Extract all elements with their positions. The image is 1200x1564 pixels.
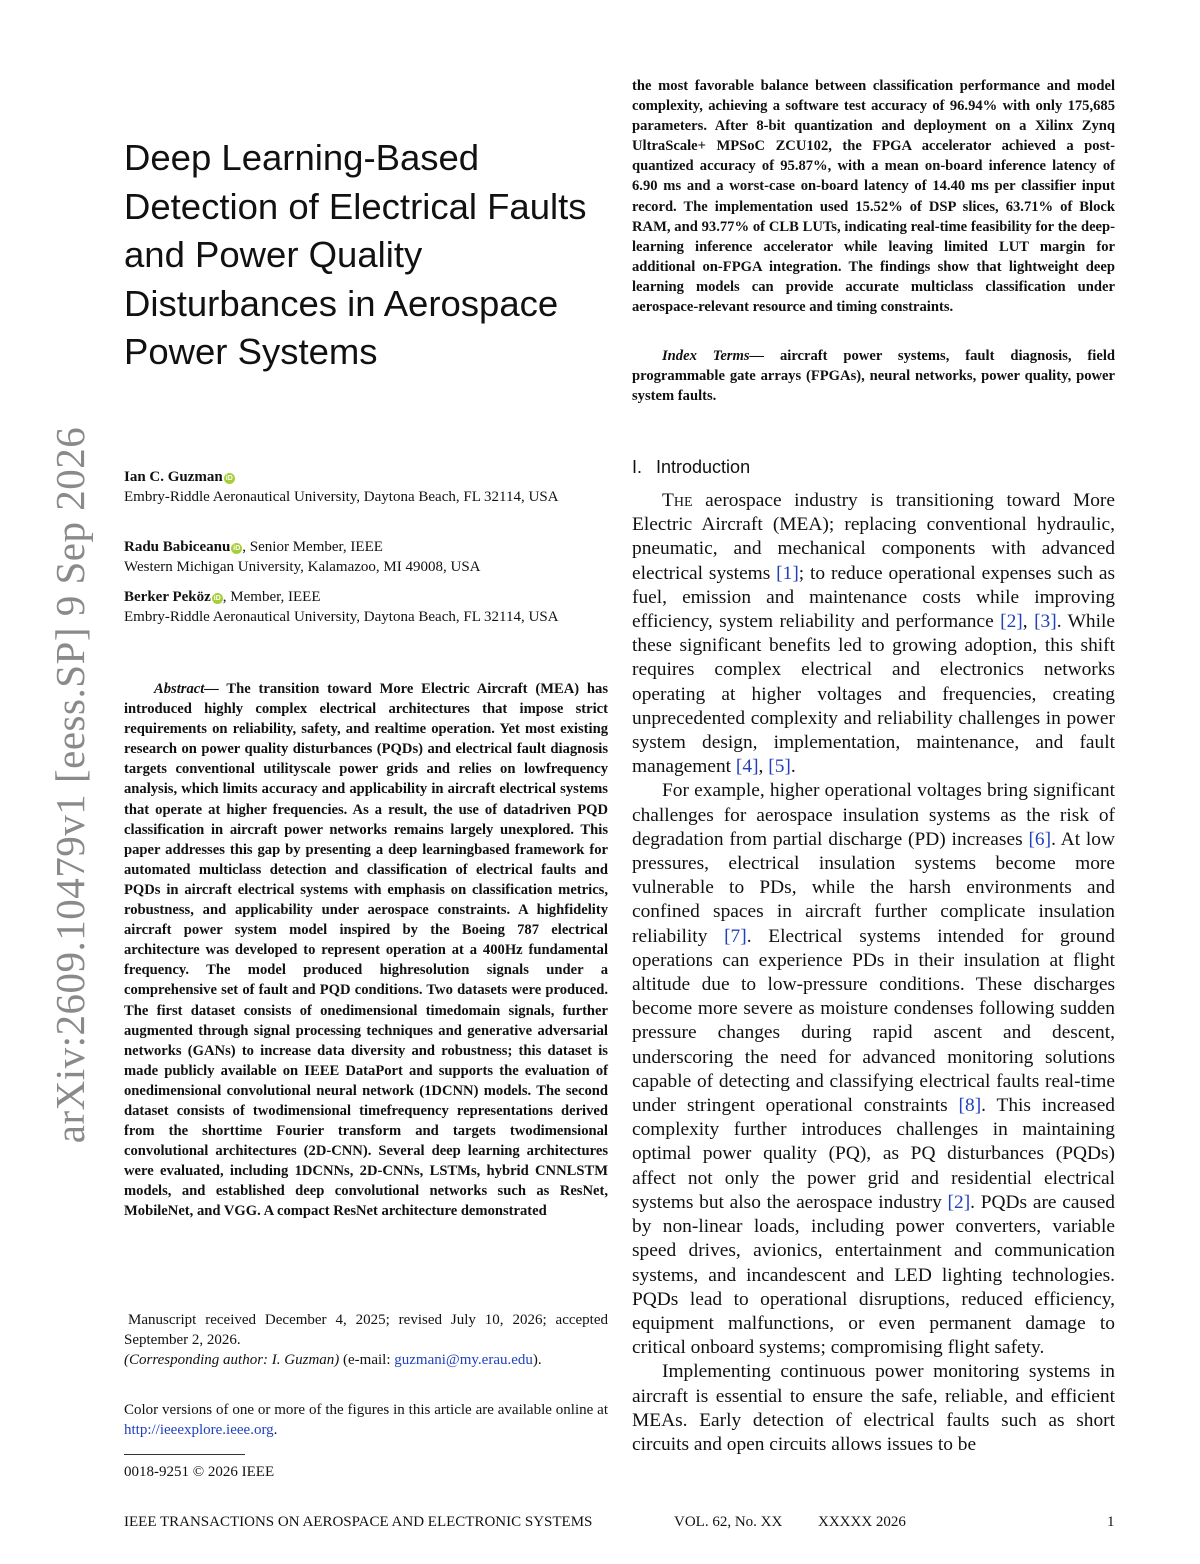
paragraph: Implementing continuous power monitoring systems in aircraft is essential to ensure the safe, reliable, and efficient MEAs. Early detection of electrical faults such as short circuits and open circuits allows issues to be bbox=[632, 1361, 1115, 1455]
author-2 bbox=[124, 537, 608, 577]
text-run: For example, higher operational voltages bring significant challenges for aerospace insulation systems as the risk of degradation from partial discharge (PD) increases bbox=[632, 780, 1115, 850]
paragraph bbox=[632, 779, 1115, 1360]
text-run: . This increased complexity further introduces challenges in maintaining optimal power quality (PQ), as PQ disturbances (PQDs) affect not only the power grid and residential electrical systems but also the aerospace industry bbox=[632, 1095, 1115, 1213]
author-1 bbox=[124, 467, 608, 507]
page-number: 1 bbox=[1107, 1514, 1115, 1530]
arxiv-sidebar bbox=[40, 420, 100, 1150]
author-affiliation: Embry-Riddle Aeronautical University, Daytona Beach, FL 32114, USA bbox=[124, 489, 559, 505]
email-link[interactable]: guzmani@my.erau.edu bbox=[394, 1352, 533, 1368]
citation-link[interactable]: [2] bbox=[1000, 611, 1023, 633]
text-run: aerospace industry is transitioning toward More Electric Aircraft (MEA); replacing conventional hydraulic, pneumatic, and mechanical components with advanced electrical systems bbox=[632, 490, 1115, 584]
dropcap-word: The bbox=[662, 490, 693, 511]
section-heading bbox=[632, 456, 750, 478]
author-affiliation: Western Michigan University, Kalamazoo, MI 49008, USA bbox=[124, 559, 481, 575]
citation-link[interactable]: [6] bbox=[1028, 828, 1052, 850]
text-run: . While these significant benefits led to growing adoption, this shift requires complex electrical and electronics networks operating at higher voltages and frequencies, creating unprecedented complexity and reliability challenges in power system design, implementation, maintenance, and fault management bbox=[632, 611, 1115, 778]
paper-title: Deep Learning-Based Detection of Electrical Faults and Power Quality Disturbances in Aerospace Power Systems bbox=[124, 137, 587, 372]
author-3 bbox=[124, 587, 608, 627]
author-role: , Senior Member, IEEE bbox=[242, 539, 383, 555]
abstract-continuation: the most favorable balance between classification performance and model complexity, achieving a software test accuracy of 96.94% with only 175,685 parameters. After 8-bit quantization and deployment on a Xilinx Zynq UltraScale+ MPSoC ZCU102, the FPGA accelerator achieved a post-quantized accuracy of 95.87%, with a mean on-board inference latency of 6.90 ms and a worst-case on-board latency of 14.40 ms per classifier input record. The implementation used 15.52% of DSP slices, 63.71% of Block RAM, and 93.77% of CLB LUTs, indicating real-time feasibility for the deep-learning inference accelerator while leaving limited LUT margin for additional on-FPGA integration. The findings show that lightweight deep learning models can provide accurate multiclass classification under aerospace-relevant resource and timing constraints. bbox=[632, 78, 1115, 316]
text-run: , bbox=[1022, 611, 1035, 633]
text-run: , bbox=[758, 756, 769, 778]
section-number: I. bbox=[632, 457, 643, 477]
author-name: Radu Babiceanu bbox=[124, 539, 231, 555]
citation-link[interactable]: [8] bbox=[958, 1095, 982, 1117]
text-run: . Electrical systems intended for ground operations can experience PDs in their insulation at flight altitude due to low-pressure conditions. These discharges become more severe as moisture condenses following sudden pressure changes during rapid ascent and descent, underscoring the need for advanced monitoring solutions capable of detecting and classifying electrical faults real-time under stringent operational constraints bbox=[632, 925, 1115, 1117]
color-text: Color versions of one or more of the figures in this article are available online at bbox=[124, 1402, 608, 1418]
author-name: Ian C. Guzman bbox=[124, 469, 223, 485]
corresponding-author: (Corresponding author: I. Guzman) bbox=[124, 1352, 340, 1368]
abstract bbox=[124, 679, 608, 1222]
arxiv-stamp: arXiv:2609.10479v1 [eess.SP] 9 Sep 2026 bbox=[47, 426, 93, 1144]
text-run: . bbox=[790, 756, 796, 778]
orcid-icon[interactable]: iD bbox=[213, 595, 221, 602]
introduction-body bbox=[632, 489, 1115, 1457]
orcid-icon[interactable]: iD bbox=[233, 545, 241, 552]
author-name: Berker Peköz bbox=[124, 589, 211, 605]
footer-date: XXXXX 2026 bbox=[818, 1514, 906, 1530]
email-prefix: (e-mail: bbox=[339, 1352, 395, 1368]
manuscript-footnote bbox=[124, 1310, 608, 1370]
citation-link[interactable]: [7] bbox=[724, 925, 747, 947]
color-suffix: . bbox=[273, 1422, 278, 1438]
citation-link[interactable]: [5] bbox=[768, 756, 791, 778]
index-terms-text: aircraft power systems, fault diagnosis, field programmable gate arrays (FPGAs), neural networks, power quality, power system faults. bbox=[632, 348, 1115, 405]
manuscript-dates: Manuscript received December 4, 2025; revised July 10, 2026; accepted September 2, 2026. bbox=[124, 1312, 608, 1348]
footer-journal: IEEE TRANSACTIONS ON AEROSPACE AND ELECTRONIC SYSTEMS bbox=[124, 1514, 593, 1530]
copyright: 0018-9251 © 2026 IEEE bbox=[124, 1464, 275, 1480]
text-run: . PQDs are caused by non-linear loads, including power converters, variable speed drives, avionics, entertainment and communication systems, and incandescent and LED lighting technologies. PQDs lead to operational disruptions, reduced efficiency, equipment malfunctions, or even permanent damage to critical onboard systems; compromising flight safety. bbox=[632, 1191, 1116, 1359]
citation-link[interactable]: [4] bbox=[735, 756, 759, 778]
abstract-lead: Abstract— bbox=[154, 681, 219, 697]
ieeexplore-link[interactable]: http://ieeexplore.ieee.org bbox=[124, 1422, 274, 1438]
citation-link[interactable]: [2] bbox=[947, 1191, 971, 1213]
footnote-rule bbox=[124, 1454, 245, 1455]
index-terms-lead: Index Terms— bbox=[662, 348, 765, 364]
citation-link[interactable]: [3] bbox=[1034, 611, 1057, 633]
text-run: . At low pressures, electrical insulation systems become more vulnerable to PDs, while the harsh environments and confined spaces in aircraft further complicate insulation reliability bbox=[632, 828, 1115, 947]
orcid-icon[interactable]: iD bbox=[225, 475, 233, 482]
paragraph bbox=[632, 489, 1115, 779]
email-suffix: ). bbox=[532, 1352, 542, 1368]
color-footnote bbox=[124, 1400, 608, 1440]
text-run: ; to reduce operational expenses such as fuel, emission and maintenance costs while improving efficiency, system reliability and performance bbox=[632, 562, 1115, 633]
citation-link[interactable]: [1] bbox=[776, 562, 799, 584]
author-affiliation: Embry-Riddle Aeronautical University, Daytona Beach, FL 32114, USA bbox=[124, 609, 559, 625]
abstract-text: The transition toward More Electric Aircraft (MEA) has introduced highly complex electrical architectures that impose strict requirements on reliability, safety, and realtime operation. Yet most existing research on power quality disturbances (PQDs) and electrical fault diagnosis targets conventional utilityscale power grids and relies on lowfrequency analysis, which limits accuracy and applicability in aircraft electrical systems that operate at higher frequencies. As a result, the use of datadriven PQD classification in aircraft power networks remains largely unexplored. This paper addresses this gap by presenting a deep learningbased framework for automated multiclass detection and classification of electrical faults and PQDs in aircraft electrical systems with emphasis on classification metrics, robustness, and applicability under aerospace constraints. A highfidelity aircraft power system model inspired by the Boeing 787 electrical architecture was developed to represent operation at a 400Hz fundamental frequency. The model produced highresolution signals under a comprehensive set of fault and PQD conditions. Two datasets were produced. The first dataset consists of onedimensional timedomain signals, further augmented through signal processing techniques and generative adversarial networks (GANs) to increase data diversity and robustness; this dataset is made publicly available on IEEE DataPort and supports the evaluation of onedimensional convolutional neural network (1DCNN) models. The second dataset consists of twodimensional timefrequency representations derived from the shorttime Fourier transform and targets twodimensional convolutional architectures (2D-CNN). Several deep learning architectures were evaluated, including 1DCNNs, 2D-CNNs, LSTMs, hybrid CNNLSTM models, and established deep convolutional networks such as ResNet, MobileNet, and VGG. A compact ResNet architecture demonstrated bbox=[124, 681, 608, 1220]
section-title: Introduction bbox=[656, 457, 751, 477]
footer-volume: VOL. 62, No. XX bbox=[674, 1514, 783, 1530]
author-role: , Member, IEEE bbox=[222, 589, 321, 605]
index-terms bbox=[632, 346, 1115, 406]
